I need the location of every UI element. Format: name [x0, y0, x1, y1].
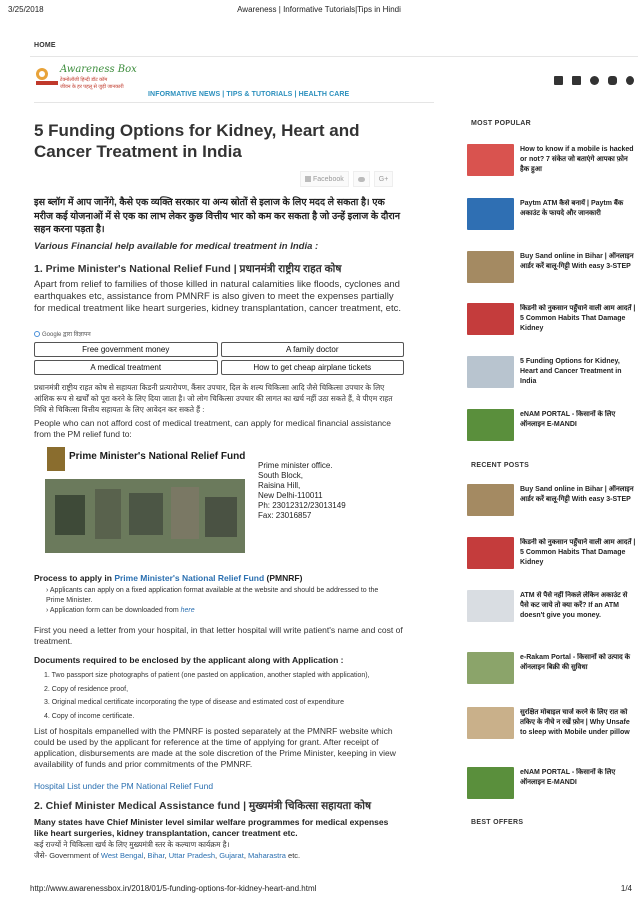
ads-label — [34, 330, 91, 338]
post-thumbnail — [467, 251, 514, 283]
post-thumbnail — [467, 767, 514, 799]
recent-post[interactable] — [467, 707, 638, 757]
post-thumbnail — [467, 707, 514, 739]
state-link[interactable]: Maharastra — [248, 851, 286, 860]
instagram-icon[interactable] — [608, 76, 617, 85]
print-page-number: 1/4 — [620, 884, 632, 893]
social-icons — [554, 76, 634, 85]
intro-paragraph: इस ब्लॉग में आप जानेंगे, कैसे एक व्यक्ति सरकार या अन्य स्रोतों से इलाज के लिए मदद ले सकता है। एक मरीज कई योजनाओं में से एक का लाभ लेकर कुछ वित्तीय भार को कम कर सकता है जो उन्हें इलाज के दौरान सहन करना पड़ता है। — [34, 197, 400, 235]
post-title: e-Rakam Portal - किसानों को उत्पाद के ऑनलाइन बिक्री की सुविधा — [520, 654, 631, 671]
list-item-text: Applicants can apply on a fixed application format available at the website and should be addressed to the Prime Minister. — [46, 587, 379, 604]
popular-post[interactable] — [467, 251, 638, 295]
post-title: Buy Sand online in Bihar | ऑनलाइन आर्डर करें बालू-गिट्टी With easy 3-STEP — [520, 253, 634, 270]
list-item: 3. Original medical certificate incorporating the type of disease and estimated cost of expenditure — [44, 699, 344, 706]
pmnrf-image — [45, 445, 245, 553]
ad-link[interactable]: Free government money — [34, 342, 218, 357]
states-line: जैसे- Government of West Bengal, Bihar, Uttar Pradesh, Gujarat, Maharastra etc. — [34, 851, 301, 860]
state-link[interactable]: Bihar — [147, 851, 165, 860]
people-paragraph: People who can not afford cost of medical treatment, can apply for medical financial assistance from the PM relief fund to: — [34, 418, 392, 439]
post-thumbnail — [467, 303, 514, 335]
states-prefix: जैसे- Government of — [34, 851, 101, 860]
popular-post[interactable] — [467, 409, 638, 453]
ads-label-text: Google द्वारा विज्ञापन — [42, 332, 91, 338]
post-thumbnail — [467, 198, 514, 230]
post-thumbnail — [467, 537, 514, 569]
divider — [34, 102, 434, 103]
process-heading — [34, 573, 302, 583]
post-thumbnail — [467, 484, 514, 516]
state-link[interactable]: Gujarat — [219, 851, 244, 860]
list-item: › Application form can be downloaded from here — [46, 607, 195, 614]
post-title: How to know if a mobile is hacked or not? 7 संकेत जो बताएंगे आपका फ़ोन हैक हुआ — [520, 146, 634, 173]
post-title: Paytm ATM कैसे बनायें | Paytm बैंक अकाउंट के फायदे और जानकारी — [520, 200, 624, 217]
post-title: किडनी को नुकसान पहुँचाने वाली आम आदतें | 5 Common Habits That Damage Kidney — [520, 539, 636, 566]
section-subheading: Various Financial help available for medical treatment in India : — [34, 241, 319, 252]
address-line: New Delhi-110011 — [258, 491, 323, 500]
popular-post[interactable] — [467, 303, 638, 347]
post-title: ATM से पैसे नहीं निकले लेकिन अकाउंट से पैसे कट जाये तो क्या करें? If an ATM doesn't give you money. — [520, 592, 628, 619]
gplus-share-button[interactable] — [374, 171, 394, 187]
logo-text: Awareness Box — [60, 64, 137, 75]
list-item-text: Application form can be downloaded from — [49, 607, 181, 614]
list-item: 1. Two passport size photographs of patient (one pasted on application, another stapled with application), — [44, 672, 370, 679]
post-thumbnail — [467, 652, 514, 684]
popular-post[interactable] — [467, 198, 638, 242]
post-thumbnail — [467, 356, 514, 388]
state-link[interactable]: Uttar Pradesh — [168, 851, 216, 860]
section-1-paragraph: Apart from relief to families of those killed in natural calamities like floods, cyclones and earthquakes etc, assistance from PMNRF is also given to meet the expenses partially for medical treatment like heart surgeries, kidney transplantation, cancer treatment, etc. — [34, 279, 401, 314]
recent-posts-heading: RECENT POSTS — [471, 462, 530, 469]
popular-post[interactable] — [467, 356, 638, 400]
print-date: 3/25/2018 — [8, 5, 44, 14]
section-2-hindi: कई राज्यों ने चिकित्सा खर्च के लिए मुख्यमंत्री स्तर के कल्याण कार्यक्रम है। — [34, 840, 230, 849]
state-link[interactable]: West Bengal — [100, 851, 144, 860]
hindi-paragraph: प्रधानमंत्री राष्ट्रीय राहत कोष से सहायता किडनी प्रत्यारोपण, कैंसर उपचार, दिल के शल्य चिकित्सा आदि जैसे चिकित्सा उपचार के लिए आंशिक रूप से खर्चों को पूरा करने के लिए दिया जाता है। जो लोग चिकित्सा उपचार की लागत का खर्च नहीं उठा सकते हैं, वे पीएम राहत निधि से चिकित्सा वित्तीय सहायता के लिए आवेदन कर सकते हैं : — [34, 383, 393, 414]
hospital-letter-paragraph: First you need a letter from your hospital, in that letter hospital will write patient's name and cost of treatment. — [34, 625, 403, 646]
ad-links — [34, 342, 404, 375]
divider — [30, 56, 638, 57]
twitter-icon[interactable] — [590, 76, 599, 85]
section-1-heading: 1. Prime Minister's National Relief Fund | प्रधानमंत्री राष्ट्रीय राहत कोष — [34, 263, 342, 275]
google-icon[interactable] — [626, 76, 634, 85]
process-list — [46, 586, 396, 616]
pmnrf-image-title: Prime Minister's National Relief Fund — [69, 451, 246, 462]
best-offers-heading: BEST OFFERS — [471, 819, 524, 826]
facebook-share-label: Facebook — [313, 175, 344, 183]
section-2-paragraph: Many states have Chief Minister level similar welfare programmes for medical expenses like heart surgeries, kidney transplantation, cancer treatment etc. — [34, 817, 389, 838]
twitter-share-button[interactable] — [353, 171, 370, 187]
recent-post[interactable] — [467, 767, 638, 811]
section-2-heading: 2. Chief Minister Medical Assistance fund | मुख्यमंत्री चिकित्सा सहायता कोष — [34, 800, 372, 812]
ad-link[interactable]: How to get cheap airplane tickets — [221, 360, 405, 375]
address-line: Raisina Hill, — [258, 481, 301, 490]
ad-link[interactable]: A medical treatment — [34, 360, 218, 375]
gplus-label: G+ — [378, 175, 389, 183]
hospital-list-link[interactable]: Hospital List under the PM National Relief Fund — [34, 781, 214, 791]
process-prefix: Process to apply in — [34, 573, 115, 583]
facebook-share-button[interactable] — [300, 171, 349, 187]
facebook-icon — [305, 176, 311, 182]
share-bar — [300, 171, 393, 187]
documents-heading: Documents required to be enclosed by the applicant along with Application : — [34, 655, 344, 665]
recent-post[interactable] — [467, 590, 638, 640]
print-title: Awareness | Informative Tutorials|Tips in Hindi — [237, 5, 401, 14]
list-item: 4. Copy of income certificate. — [44, 712, 135, 720]
site-logo[interactable] — [34, 64, 142, 96]
recent-post[interactable] — [467, 484, 638, 528]
most-popular-heading: MOST POPULAR — [471, 120, 531, 127]
address-line: Fax: 23016857 — [258, 511, 312, 520]
article-title: 5 Funding Options for Kidney, Heart and Cancer Treatment in India — [34, 121, 360, 161]
process-suffix: (PMNRF) — [264, 573, 303, 583]
post-thumbnail — [467, 144, 514, 176]
address-line: Prime minister office. — [258, 461, 333, 470]
recent-post[interactable] — [467, 652, 638, 696]
post-thumbnail — [467, 590, 514, 622]
nav-category-links[interactable]: INFORMATIVE NEWS | TIPS & TUTORIALS | HEALTH CARE — [148, 91, 350, 98]
post-title: सुरक्षित मोबाइल चार्ज करने के लिए रात को तकिए के नीचे न रखें फ़ोन | Why Unsafe to sleep with Mobile under pillow — [520, 709, 630, 736]
download-here-link[interactable]: here — [180, 607, 195, 614]
post-title: eNAM PORTAL - किसानों के लिए ऑनलाइन E-MANDI — [520, 769, 616, 786]
pmo-address — [258, 461, 346, 521]
ad-link[interactable]: A family doctor — [221, 342, 405, 357]
list-item: › Applicants can apply on a fixed application format available at the website and should be addressed to the Prime Minister. — [46, 587, 379, 604]
post-thumbnail — [467, 409, 514, 441]
nav-home-link[interactable]: HOME — [34, 42, 56, 49]
youtube-icon[interactable] — [572, 76, 581, 85]
post-title: किडनी को नुकसान पहुँचाने वाली आम आदतें | 5 Common Habits That Damage Kidney — [520, 305, 636, 332]
recent-post[interactable] — [467, 537, 638, 581]
pmnrf-link[interactable]: Prime Minister's National Relief Fund — [114, 573, 265, 583]
list-item: 2. Copy of residence proof, — [44, 685, 129, 693]
states-suffix: etc. — [285, 851, 301, 860]
facebook-icon[interactable] — [554, 76, 563, 85]
print-footer-url: http://www.awarenessbox.in/2018/01/5-funding-options-for-kidney-heart-and.html — [30, 884, 317, 893]
address-line: Ph: 23012312/23013149 — [258, 501, 346, 510]
address-line: South Block, — [258, 471, 303, 480]
documents-list — [44, 669, 404, 723]
logo-tagline-2: जीवन के हर पहलू से जुड़ी जानकारी — [60, 84, 124, 90]
post-title: 5 Funding Options for Kidney, Heart and Cancer Treatment in India — [520, 358, 622, 385]
post-title: eNAM PORTAL - किसानों के लिए ऑनलाइन E-MANDI — [520, 411, 616, 428]
twitter-icon — [358, 177, 365, 182]
info-icon — [34, 331, 40, 337]
print-page-top — [630, 5, 632, 14]
logo-tagline-1: टेक्नोलॉजी हिन्दी डॉट कॉम — [60, 77, 108, 83]
hospital-list-paragraph: List of hospitals empanelled with the PMNRF is posted separately at the PMNRF website which could be used by the applicant for reference at the time of applying for grant. After receipt of application, disbursements are made at the sole discretion of the Prime Minister, keeping in view availability of funds and prior commitments of the PMNRF. — [34, 726, 396, 769]
popular-post[interactable] — [467, 144, 638, 188]
post-title: Buy Sand online in Bihar | ऑनलाइन आर्डर करें बालू-गिट्टी With easy 3-STEP — [520, 486, 634, 503]
